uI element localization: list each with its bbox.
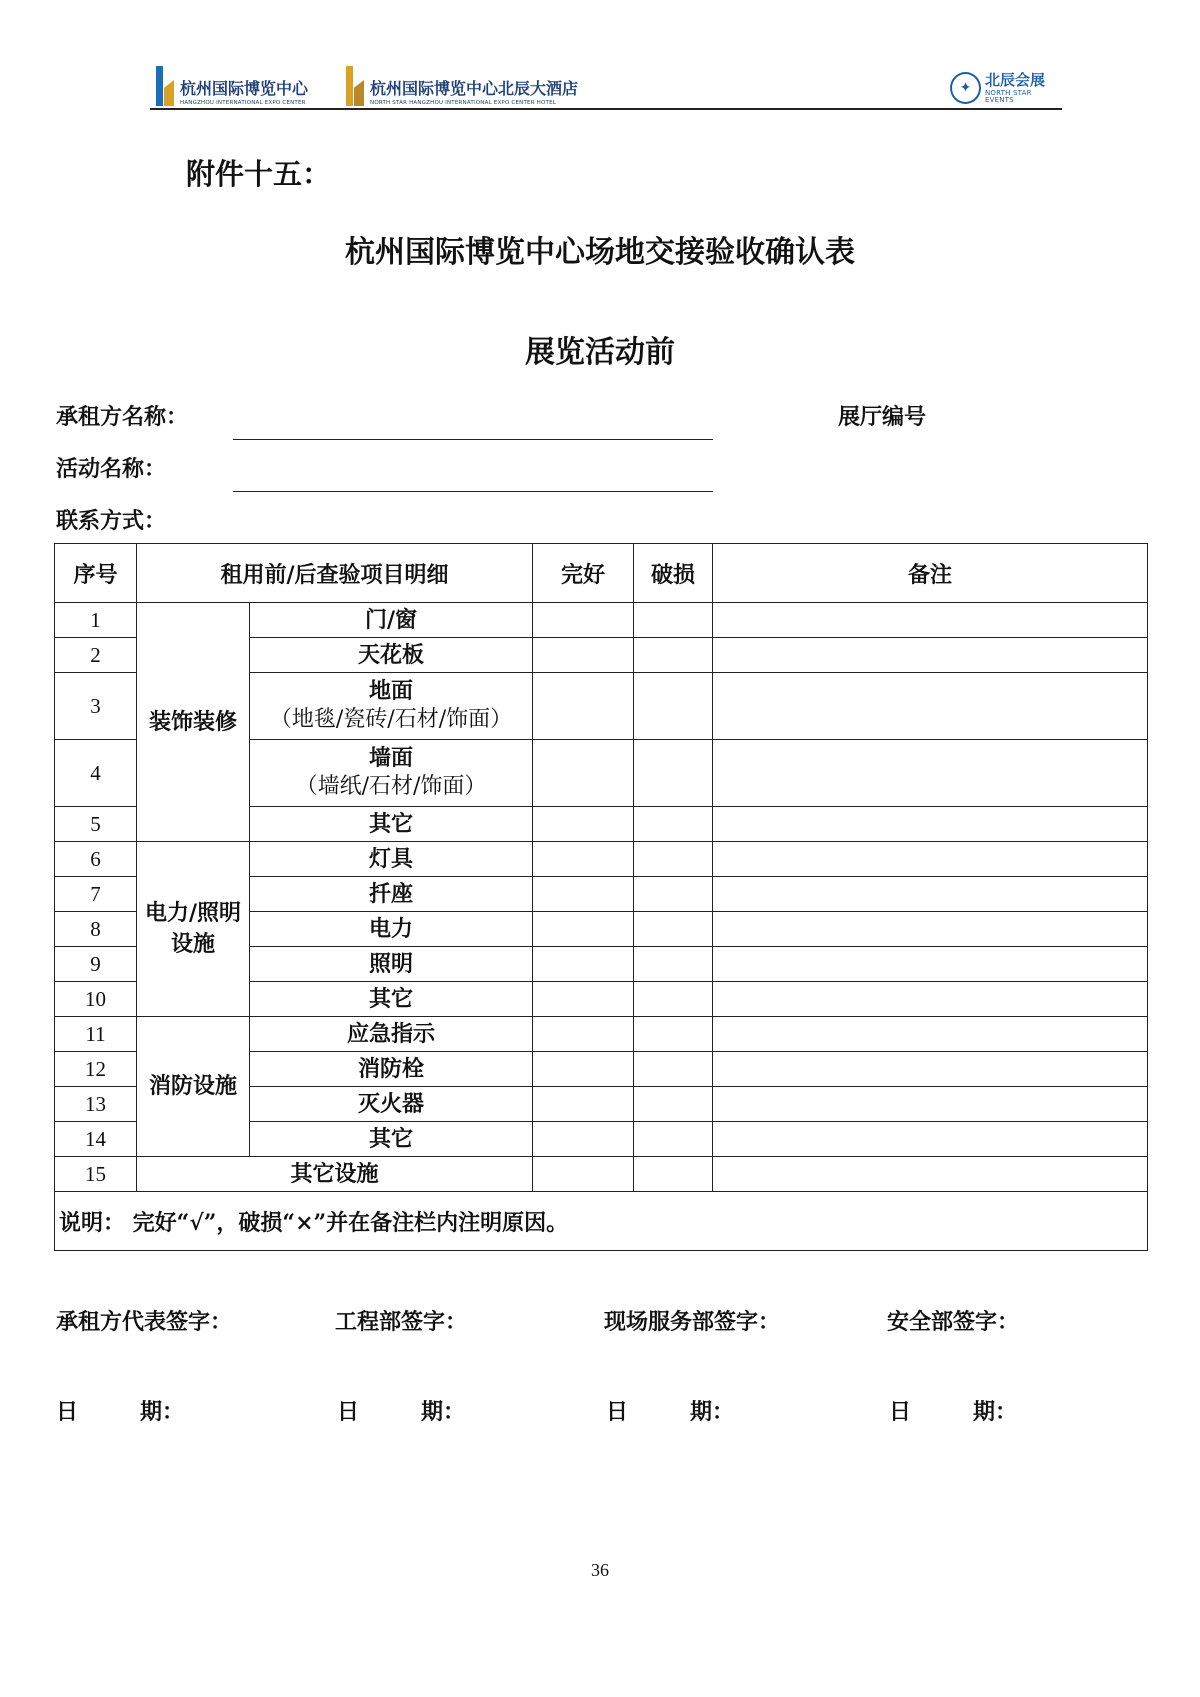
row-item: 墙面 xyxy=(368,745,413,772)
row-seq: 5 xyxy=(55,807,137,842)
remark-cell[interactable] xyxy=(713,1052,1148,1087)
good-cell[interactable] xyxy=(533,807,634,842)
table-header-row xyxy=(55,544,1148,603)
remark-cell[interactable] xyxy=(713,1017,1148,1052)
table-row xyxy=(55,1017,1148,1052)
row-seq: 1 xyxy=(55,603,137,638)
hall-number-label: 展厅编号 xyxy=(838,404,927,430)
tenant-signature-label: 承租方代表签字： xyxy=(56,1309,233,1335)
good-cell[interactable] xyxy=(533,638,634,673)
row-seq: 3 xyxy=(55,673,137,740)
row-item: 扦座 xyxy=(250,877,533,912)
header-remark: 备注 xyxy=(713,544,1148,603)
good-cell[interactable] xyxy=(533,1157,634,1192)
table-row xyxy=(55,842,1148,877)
row-item-multiline xyxy=(250,740,533,807)
header-item: 租用前/后查验项目明细 xyxy=(137,544,533,603)
page-number: 36 xyxy=(591,1560,609,1580)
logo3-en: NORTH STAR EVENTS xyxy=(984,88,1032,104)
remark-cell[interactable] xyxy=(713,638,1148,673)
damaged-cell[interactable] xyxy=(634,947,713,982)
good-cell[interactable] xyxy=(533,842,634,877)
date-period-label: 期： xyxy=(140,1399,185,1425)
hotel-logo xyxy=(346,66,578,106)
attachment-label: 附件十五： xyxy=(186,157,332,191)
date-period-label: 期： xyxy=(973,1399,1018,1425)
page-header xyxy=(150,62,1060,112)
event-name-label: 活动名称： xyxy=(56,456,167,482)
row-item-sub: （墙纸/石材/饰面） xyxy=(295,774,487,799)
good-cell[interactable] xyxy=(533,740,634,807)
row-item: 地面 xyxy=(368,678,413,705)
damaged-cell[interactable] xyxy=(634,1052,713,1087)
row-item: 电力 xyxy=(250,912,533,947)
row-item-sub: （地毯/瓷砖/石材/饰面） xyxy=(269,707,513,732)
expo-center-logo-icon xyxy=(156,66,176,106)
group-other: 其它设施 xyxy=(137,1157,533,1192)
table-note: 说明： 完好“√”，破损“×”并在备注栏内注明原因。 xyxy=(55,1192,1148,1251)
logo2-en: NORTH STAR HANGZHOU INTERNATIONAL EXPO CENTER HOTEL xyxy=(370,99,557,106)
date-day-label: 日 xyxy=(889,1399,912,1425)
tenant-name-label: 承租方名称： xyxy=(56,404,189,430)
hotel-logo-icon xyxy=(346,66,366,106)
row-item: 天花板 xyxy=(250,638,533,673)
row-item: 其它 xyxy=(250,982,533,1017)
event-name-line[interactable] xyxy=(233,491,713,492)
row-seq: 7 xyxy=(55,877,137,912)
row-seq: 2 xyxy=(55,638,137,673)
group-decoration: 装饰装修 xyxy=(137,603,250,842)
good-cell[interactable] xyxy=(533,603,634,638)
damaged-cell[interactable] xyxy=(634,740,713,807)
date-period-label: 期： xyxy=(421,1399,466,1425)
damaged-cell[interactable] xyxy=(634,912,713,947)
header-damaged: 破损 xyxy=(634,544,713,603)
damaged-cell[interactable] xyxy=(634,1087,713,1122)
row-seq: 10 xyxy=(55,982,137,1017)
logo2-cn: 杭州国际博览中心北辰大酒店 xyxy=(370,78,579,98)
row-item: 应急指示 xyxy=(250,1017,533,1052)
row-item: 灯具 xyxy=(250,842,533,877)
row-item: 灭火器 xyxy=(250,1087,533,1122)
page-title: 杭州国际博览中心场地交接验收确认表 xyxy=(345,235,855,270)
header-divider xyxy=(150,108,1062,110)
good-cell[interactable] xyxy=(533,1052,634,1087)
row-seq: 14 xyxy=(55,1122,137,1157)
row-seq: 6 xyxy=(55,842,137,877)
good-cell[interactable] xyxy=(533,1122,634,1157)
expo-center-logo xyxy=(156,66,308,106)
north-star-events-logo xyxy=(950,72,1060,104)
remark-cell[interactable] xyxy=(713,912,1148,947)
remark-cell[interactable] xyxy=(713,673,1148,740)
remark-cell[interactable] xyxy=(713,1157,1148,1192)
inspection-table xyxy=(54,543,1148,1251)
row-seq: 13 xyxy=(55,1087,137,1122)
table-row xyxy=(55,1157,1148,1192)
damaged-cell[interactable] xyxy=(634,1122,713,1157)
row-seq: 8 xyxy=(55,912,137,947)
remark-cell[interactable] xyxy=(713,740,1148,807)
remark-cell[interactable] xyxy=(713,1122,1148,1157)
good-cell[interactable] xyxy=(533,1087,634,1122)
row-item: 照明 xyxy=(250,947,533,982)
good-cell[interactable] xyxy=(533,947,634,982)
damaged-cell[interactable] xyxy=(634,842,713,877)
globe-icon: ✦ xyxy=(950,72,981,104)
row-seq: 11 xyxy=(55,1017,137,1052)
damaged-cell[interactable] xyxy=(634,807,713,842)
logo1-en: HANGZHOU INTERNATIONAL EXPO CENTER xyxy=(180,99,306,106)
damaged-cell[interactable] xyxy=(634,1017,713,1052)
page-subtitle: 展览活动前 xyxy=(525,335,675,370)
logo3-cn: 北辰会展 xyxy=(984,70,1045,89)
group-power-lighting xyxy=(137,842,250,1017)
date-day-label: 日 xyxy=(337,1399,360,1425)
remark-cell[interactable] xyxy=(713,877,1148,912)
date-period-label: 期： xyxy=(690,1399,735,1425)
damaged-cell[interactable] xyxy=(634,673,713,740)
header-seq: 序号 xyxy=(55,544,137,603)
engineering-signature-label: 工程部签字： xyxy=(335,1309,468,1335)
row-item: 门/窗 xyxy=(250,603,533,638)
table-row xyxy=(55,603,1148,638)
remark-cell[interactable] xyxy=(713,807,1148,842)
good-cell[interactable] xyxy=(533,1017,634,1052)
remark-cell[interactable] xyxy=(713,947,1148,982)
row-item: 消防栓 xyxy=(250,1052,533,1087)
date-day-label: 日 xyxy=(56,1399,79,1425)
group-power-line1: 电力/照明 xyxy=(144,900,242,927)
remark-cell[interactable] xyxy=(713,1087,1148,1122)
damaged-cell[interactable] xyxy=(634,982,713,1017)
damaged-cell[interactable] xyxy=(634,877,713,912)
damaged-cell[interactable] xyxy=(634,638,713,673)
remark-cell[interactable] xyxy=(713,603,1148,638)
row-seq: 15 xyxy=(55,1157,137,1192)
group-power-line2: 设施 xyxy=(170,931,215,957)
good-cell[interactable] xyxy=(533,982,634,1017)
row-seq: 12 xyxy=(55,1052,137,1087)
good-cell[interactable] xyxy=(533,673,634,740)
table-note-row xyxy=(55,1192,1148,1251)
good-cell[interactable] xyxy=(533,877,634,912)
tenant-name-line[interactable] xyxy=(233,439,713,440)
remark-cell[interactable] xyxy=(713,982,1148,1017)
remark-cell[interactable] xyxy=(713,842,1148,877)
logo1-cn: 杭州国际博览中心 xyxy=(180,78,309,98)
row-item: 其它 xyxy=(250,1122,533,1157)
date-day-label: 日 xyxy=(606,1399,629,1425)
good-cell[interactable] xyxy=(533,912,634,947)
row-item-multiline xyxy=(250,673,533,740)
row-item: 其它 xyxy=(250,807,533,842)
row-seq: 9 xyxy=(55,947,137,982)
onsite-service-signature-label: 现场服务部签字： xyxy=(604,1309,781,1335)
row-seq: 4 xyxy=(55,740,137,807)
contact-label: 联系方式： xyxy=(56,508,167,534)
security-signature-label: 安全部签字： xyxy=(887,1309,1020,1335)
group-fire: 消防设施 xyxy=(137,1017,250,1157)
header-good: 完好 xyxy=(533,544,634,603)
damaged-cell[interactable] xyxy=(634,603,713,638)
damaged-cell[interactable] xyxy=(634,1157,713,1192)
